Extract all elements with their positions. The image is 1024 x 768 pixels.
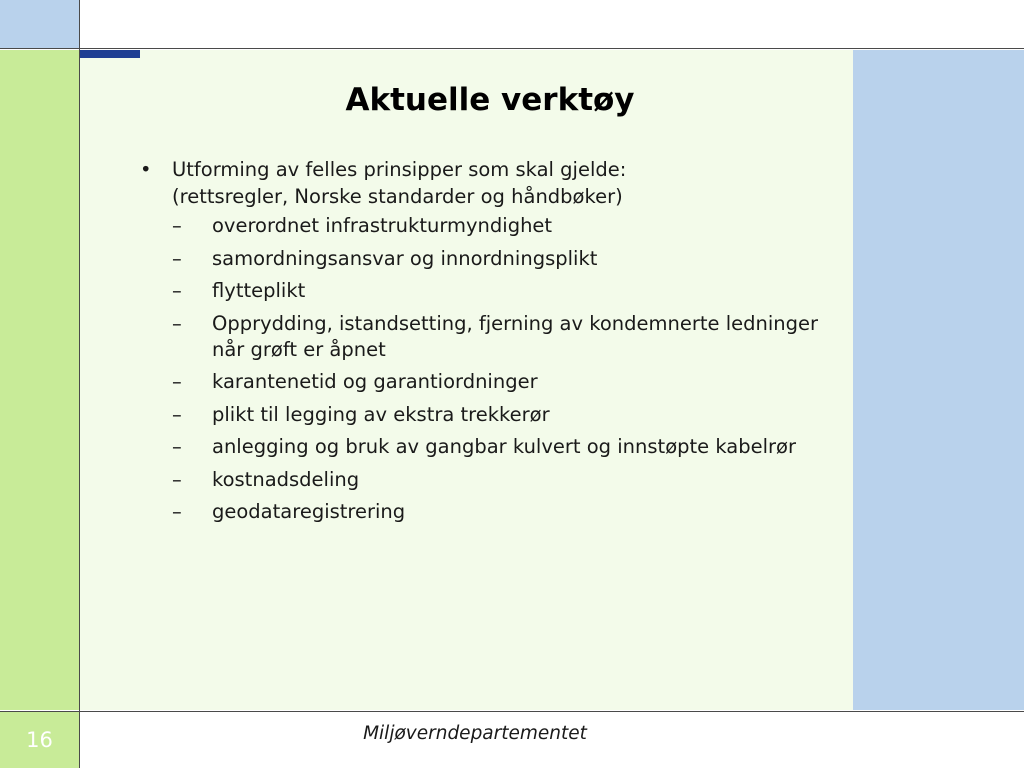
- sub-item: [172, 311, 830, 363]
- dash-marker: –: [172, 311, 182, 335]
- dash-marker: –: [172, 279, 182, 302]
- bullet-text-line-1: Utforming av felles prinsipper som skal gjelde:: [172, 158, 627, 181]
- sub-item-text: overordnet infrastrukturmyndighet: [212, 214, 553, 237]
- sub-item-text: geodataregistrering: [212, 500, 406, 523]
- dash-marker: –: [172, 402, 182, 426]
- sub-item: [172, 499, 830, 525]
- sub-item: [172, 467, 830, 493]
- dash-marker: –: [172, 435, 182, 458]
- accent-bar: [80, 50, 140, 58]
- top-header-area: [80, 0, 1024, 48]
- right-column: [853, 50, 1024, 710]
- bullet-text-line-2: (rettsregler, Norske standarder og håndbøker): [172, 185, 623, 208]
- left-column: [0, 50, 79, 710]
- sub-item-text: plikt til legging av ekstra trekkerør: [212, 402, 550, 426]
- bullet-marker: •: [140, 158, 152, 181]
- dash-marker: –: [172, 214, 182, 237]
- dash-marker: –: [172, 246, 182, 270]
- sub-item: [172, 278, 830, 304]
- top-horizontal-divider: [0, 48, 1024, 49]
- bottom-horizontal-divider: [0, 711, 1024, 712]
- sub-item: [172, 402, 830, 428]
- sub-item: [172, 369, 830, 395]
- footer-text: Miljøverndepartementet: [363, 723, 587, 744]
- page-number: 16: [26, 728, 53, 752]
- slide-title: Aktuelle verktøy: [345, 82, 635, 118]
- sub-item-text: anlegging og bruk av gangbar kulvert og innstøpte kabelrør: [212, 435, 797, 458]
- sub-item-text: kostnadsdeling: [212, 467, 360, 491]
- top-left-block: [0, 0, 79, 48]
- sub-item: [172, 213, 830, 239]
- dash-marker: –: [172, 370, 182, 393]
- sub-list: [172, 213, 830, 525]
- bullet-list: [140, 156, 830, 532]
- dash-marker: –: [172, 500, 182, 523]
- bullet-item: [140, 156, 830, 525]
- dash-marker: –: [172, 467, 182, 491]
- sub-item: [172, 246, 830, 272]
- sub-item-text: Opprydding, istandsetting, fjerning av kondemnerte ledninger når grøft er åpnet: [212, 311, 819, 361]
- sub-item: [172, 434, 830, 460]
- sub-item-text: flytteplikt: [212, 279, 306, 302]
- sub-item-text: karantenetid og garantiordninger: [212, 370, 538, 393]
- sub-item-text: samordningsansvar og innordningsplikt: [212, 246, 598, 270]
